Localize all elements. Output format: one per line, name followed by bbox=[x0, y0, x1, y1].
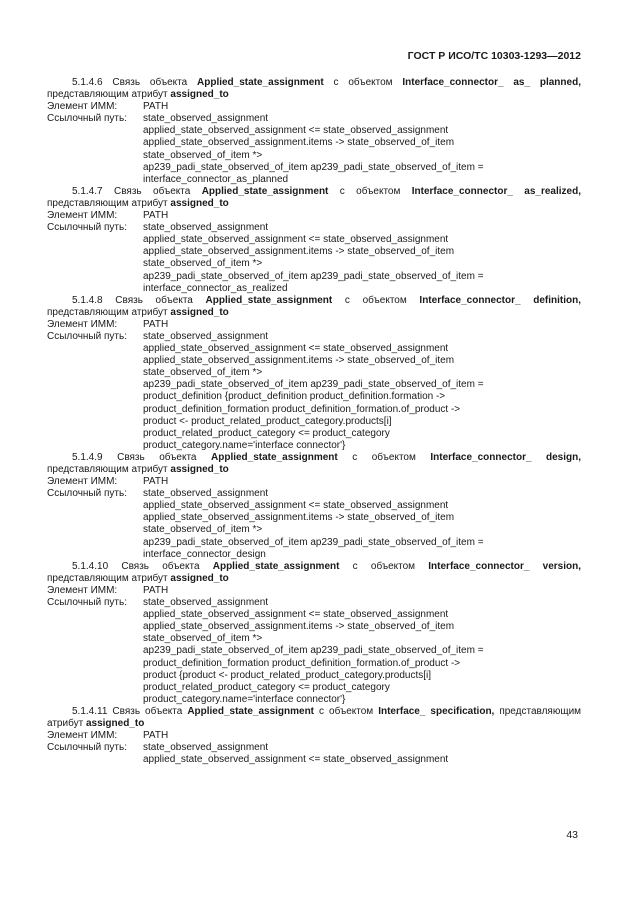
reference-path-first-line: state_observed_assignment bbox=[143, 488, 269, 500]
target-entity-name: Interface_connector_ as_ planned, bbox=[402, 77, 581, 88]
section-intro bbox=[47, 561, 581, 585]
mapping-section bbox=[47, 186, 581, 295]
reference-path-line: state_observed_of_item *> bbox=[143, 367, 263, 379]
reference-path-first-line: state_observed_assignment bbox=[143, 330, 269, 342]
reference-path-line: state_observed_of_item *> bbox=[143, 258, 263, 270]
reference-path-line: state_observed_of_item *> bbox=[143, 524, 263, 536]
intro-text: с объектом bbox=[333, 77, 393, 88]
section-number: 5.1.4.9 bbox=[72, 451, 103, 463]
target-entity-name: Interface_connector_ design, bbox=[430, 451, 582, 463]
reference-path-line: state_observed_of_item *> bbox=[143, 149, 263, 161]
source-entity-name: Applied_state_assignment bbox=[187, 705, 315, 717]
intro-text: с объектом bbox=[319, 705, 374, 717]
attribute-name: assigned_to bbox=[85, 717, 145, 729]
element-label: Элемент ИММ: bbox=[47, 730, 118, 742]
intro-text: Связь объекта bbox=[113, 185, 191, 197]
element-label: Элемент ИММ: bbox=[47, 318, 118, 330]
source-entity-name: Applied_state_assignment bbox=[201, 185, 329, 197]
mapping-section bbox=[47, 561, 581, 706]
element-row bbox=[47, 476, 581, 488]
reference-path-line: ap239_padi_state_observed_of_item ap239_padi_state_observed_of_item = bbox=[143, 161, 484, 173]
attribute-name: assigned_to bbox=[170, 464, 229, 475]
element-row bbox=[47, 210, 581, 222]
target-entity-name: Interface_connector_ version, bbox=[428, 560, 581, 572]
element-value: PATH bbox=[143, 210, 169, 222]
reference-path-line: applied_state_observed_assignment.items -> state_observed_of_item bbox=[143, 246, 455, 258]
reference-path-label: Ссылочный путь: bbox=[47, 488, 127, 500]
element-value: PATH bbox=[143, 318, 169, 330]
reference-path-line: product_category.name='interface connector'} bbox=[143, 693, 346, 705]
section-intro bbox=[47, 706, 581, 730]
reference-path-label: Ссылочный путь: bbox=[47, 742, 127, 754]
section-intro bbox=[47, 452, 581, 476]
reference-path-line: product {product <- product_related_product_category.products[i] bbox=[143, 669, 432, 681]
section-number: 5.1.4.6 bbox=[72, 77, 103, 88]
element-row bbox=[47, 585, 581, 597]
section-number: 5.1.4.11 bbox=[72, 705, 108, 717]
reference-path-line: product_definition_formation product_definition_formation.of_product -> bbox=[143, 657, 461, 669]
element-value: PATH bbox=[143, 584, 169, 596]
source-entity-name: Applied_state_assignment bbox=[205, 294, 333, 306]
reference-path-line: applied_state_observed_assignment.items -> state_observed_of_item bbox=[143, 621, 455, 633]
reference-path-label: Ссылочный путь: bbox=[47, 222, 127, 234]
intro-text: представляющим атрибут bbox=[47, 89, 168, 101]
mapping-section bbox=[47, 295, 581, 452]
reference-path-first-line: state_observed_assignment bbox=[143, 742, 269, 754]
reference-path-line: product_related_product_category <= product_category bbox=[143, 681, 390, 693]
reference-path-line: product <- product_related_product_category.products[i] bbox=[143, 415, 392, 427]
reference-path-line: product_category.name='interface connector'} bbox=[143, 439, 346, 451]
element-row bbox=[47, 319, 581, 331]
document-body bbox=[47, 77, 581, 766]
reference-path-line: product_definition_formation product_definition_formation.of_product -> bbox=[143, 403, 461, 415]
reference-path-line: interface_connector_as_realized bbox=[143, 282, 288, 294]
section-number: 5.1.4.8 bbox=[72, 294, 103, 306]
reference-path-line: product_definition {product_definition product_definition.formation -> bbox=[143, 391, 446, 403]
reference-path-lines bbox=[47, 234, 581, 294]
intro-text: представляющим атрибут bbox=[47, 197, 168, 209]
reference-path-line: applied_state_observed_assignment <= state_observed_assignment bbox=[143, 234, 449, 246]
source-entity-name: Applied_state_assignment bbox=[212, 560, 340, 572]
reference-path-row bbox=[47, 113, 581, 125]
reference-path-label: Ссылочный путь: bbox=[47, 597, 127, 609]
reference-path-line: applied_state_observed_assignment.items -> state_observed_of_item bbox=[143, 355, 455, 367]
page-number: 43 bbox=[566, 829, 578, 841]
reference-path-label: Ссылочный путь: bbox=[47, 113, 127, 125]
intro-text: представляющим атрибут bbox=[47, 705, 582, 729]
reference-path-lines bbox=[47, 125, 581, 185]
reference-path-lines bbox=[47, 754, 581, 766]
attribute-name: assigned_to bbox=[170, 572, 229, 584]
element-row bbox=[47, 101, 581, 113]
intro-text: Связь объекта bbox=[115, 294, 193, 306]
intro-text: Связь объекта bbox=[112, 77, 188, 88]
mapping-section bbox=[47, 452, 581, 561]
intro-text: Связь объекта bbox=[112, 705, 183, 717]
mapping-section bbox=[47, 706, 581, 766]
reference-path-line: applied_state_observed_assignment <= state_observed_assignment bbox=[143, 343, 449, 355]
document-header: ГОСТ Р ИСО/ТС 10303-1293—2012 bbox=[407, 50, 581, 62]
attribute-name: assigned_to bbox=[170, 197, 229, 209]
element-value: PATH bbox=[143, 476, 169, 488]
section-intro bbox=[47, 77, 581, 101]
intro-text: с объектом bbox=[352, 560, 416, 572]
intro-text: Связь объекта bbox=[117, 451, 197, 463]
reference-path-line: ap239_padi_state_observed_of_item ap239_padi_state_observed_of_item = bbox=[143, 270, 484, 282]
target-entity-name: Interface_connector_ definition, bbox=[419, 294, 582, 306]
section-intro bbox=[47, 295, 581, 319]
intro-text: представляющим атрибут bbox=[47, 306, 168, 318]
intro-text: Связь объекта bbox=[121, 560, 200, 572]
element-row bbox=[47, 730, 581, 742]
element-label: Элемент ИММ: bbox=[47, 210, 118, 222]
element-value: PATH bbox=[143, 101, 169, 113]
reference-path-line: interface_connector_as_planned bbox=[143, 173, 289, 185]
reference-path-line: state_observed_of_item *> bbox=[143, 633, 263, 645]
reference-path-line: applied_state_observed_assignment <= state_observed_assignment bbox=[143, 125, 449, 137]
reference-path-label: Ссылочный путь: bbox=[47, 330, 127, 342]
reference-path-row bbox=[47, 742, 581, 754]
reference-path-row bbox=[47, 331, 581, 343]
reference-path-lines bbox=[47, 609, 581, 706]
reference-path-row bbox=[47, 222, 581, 234]
reference-path-first-line: state_observed_assignment bbox=[143, 113, 269, 125]
reference-path-lines bbox=[47, 500, 581, 560]
reference-path-line: ap239_padi_state_observed_of_item ap239_padi_state_observed_of_item = bbox=[143, 379, 484, 391]
reference-path-first-line: state_observed_assignment bbox=[143, 222, 269, 234]
reference-path-row bbox=[47, 597, 581, 609]
source-entity-name: Applied_state_assignment bbox=[197, 77, 324, 88]
reference-path-line: product_related_product_category <= product_category bbox=[143, 427, 390, 439]
intro-text: представляющим атрибут bbox=[47, 464, 168, 475]
reference-path-line: applied_state_observed_assignment <= state_observed_assignment bbox=[143, 754, 449, 766]
section-intro bbox=[47, 186, 581, 210]
reference-path-line: applied_state_observed_assignment <= state_observed_assignment bbox=[143, 500, 449, 512]
intro-text: с объектом bbox=[352, 451, 416, 463]
intro-text: представляющим атрибут bbox=[47, 572, 168, 584]
attribute-name: assigned_to bbox=[170, 306, 229, 318]
target-entity-name: Interface_connector_ as_realized, bbox=[411, 185, 581, 197]
intro-text: с объектом bbox=[339, 185, 401, 197]
source-entity-name: Applied_state_assignment bbox=[211, 451, 338, 463]
intro-text: с объектом bbox=[344, 294, 407, 306]
reference-path-line: interface_connector_design bbox=[143, 548, 266, 560]
reference-path-line: ap239_padi_state_observed_of_item ap239_padi_state_observed_of_item = bbox=[143, 645, 484, 657]
reference-path-row bbox=[47, 488, 581, 500]
reference-path-first-line: state_observed_assignment bbox=[143, 597, 269, 609]
element-label: Элемент ИММ: bbox=[47, 584, 118, 596]
target-entity-name: Interface_ specification, bbox=[378, 705, 495, 717]
mapping-section bbox=[47, 77, 581, 186]
element-label: Элемент ИММ: bbox=[47, 476, 118, 488]
reference-path-line: ap239_padi_state_observed_of_item ap239_padi_state_observed_of_item = bbox=[143, 536, 484, 548]
section-number: 5.1.4.7 bbox=[72, 185, 103, 197]
reference-path-lines bbox=[47, 343, 581, 452]
element-label: Элемент ИММ: bbox=[47, 101, 118, 113]
reference-path-line: applied_state_observed_assignment <= state_observed_assignment bbox=[143, 609, 449, 621]
attribute-name: assigned_to bbox=[170, 89, 229, 101]
element-value: PATH bbox=[143, 730, 169, 742]
section-number: 5.1.4.10 bbox=[72, 560, 109, 572]
reference-path-line: applied_state_observed_assignment.items -> state_observed_of_item bbox=[143, 137, 455, 149]
reference-path-line: applied_state_observed_assignment.items -> state_observed_of_item bbox=[143, 512, 455, 524]
